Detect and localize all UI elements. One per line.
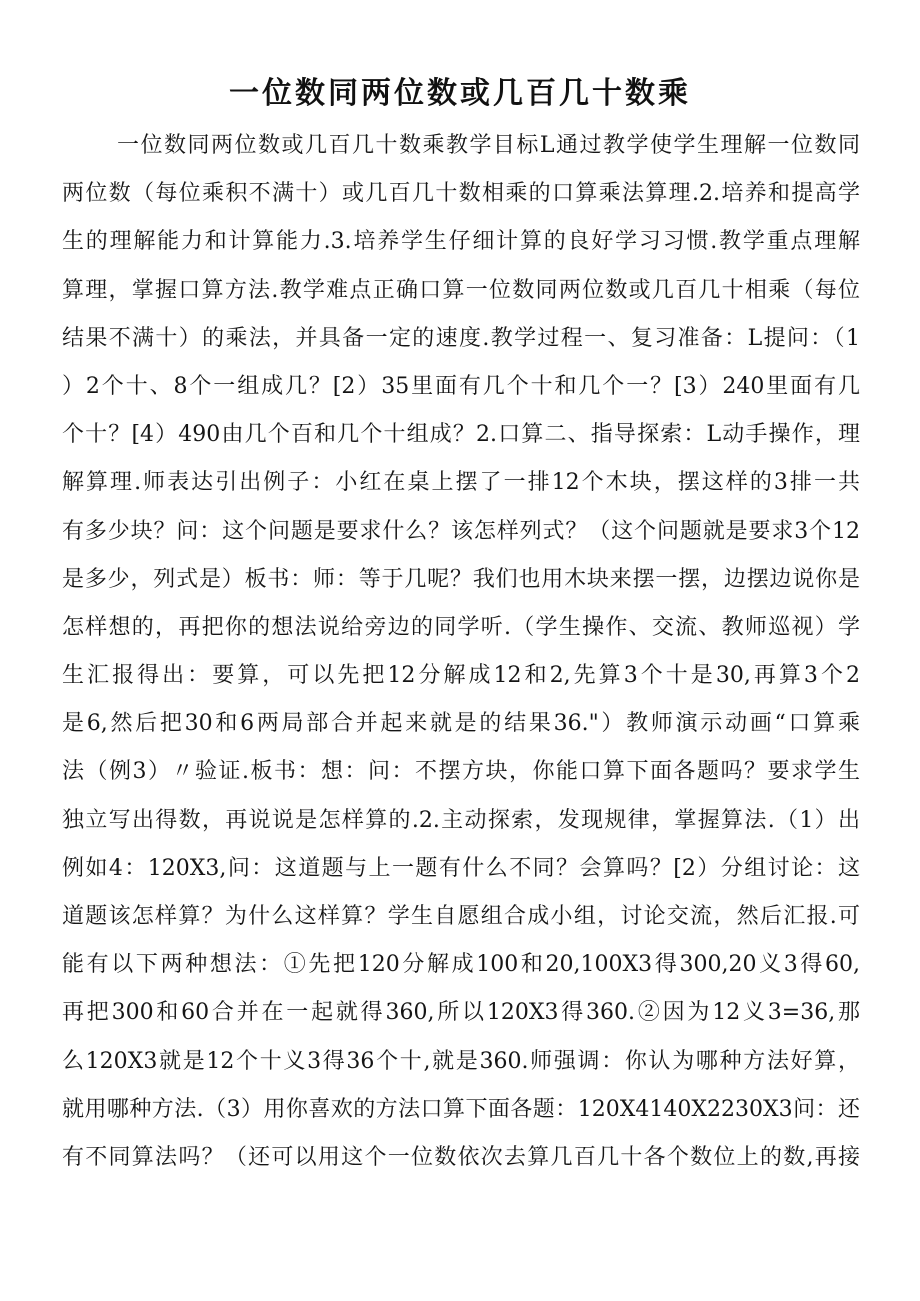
paragraph-line: 例如4：120X3,问：这道题与上一题有什么不同？会算吗？[2）分组讨论：这 bbox=[62, 855, 860, 881]
paragraph-line: 道题该怎样算？为什么这样算？学生自愿组合成小组，讨论交流，然后汇报.可 bbox=[62, 904, 860, 929]
paragraph-line: 再把300和60合并在一起就得360,所以120X3得360.②因为12义3=36,那 bbox=[62, 1000, 860, 1026]
paragraph-line: 是6,然后把30和6两局部合并起来就是的结果36."）教师演示动画“口算乘 bbox=[62, 711, 860, 737]
paragraph-line: 就用哪种方法.（3）用你喜欢的方法口算下面各题：120X4140X2230X3问：还 bbox=[62, 1096, 860, 1122]
paragraph-line: 是多少，列式是）板书：师：等于几呢？我们也用木块来摆一摆，边摆边说你是 bbox=[62, 566, 860, 592]
paragraph-line: 两位数（每位乘积不满十）或几百几十数相乘的口算乘法算理.2.培养和提高学 bbox=[62, 181, 860, 207]
paragraph-line: 独立写出得数，再说说是怎样算的.2.主动探索，发现规律，掌握算法.（1）出 bbox=[62, 807, 860, 833]
document-title: 一位数同两位数或几百几十数乘 bbox=[229, 76, 691, 111]
paragraph-line: 法（例3）〃验证.板书：想：问：不摆方块，你能口算下面各题吗？要求学生 bbox=[62, 759, 860, 785]
paragraph-line: 么120X3就是12个十义3得36个十,就是360.师强调：你认为哪种方法好算， bbox=[62, 1048, 860, 1074]
paragraph-line: 个十？[4）490由几个百和几个十组成？2.口算二、指导探索：L动手操作，理 bbox=[62, 422, 860, 448]
paragraph-line: 怎样想的，再把你的想法说给旁边的同学听.（学生操作、交流、教师巡视）学 bbox=[62, 614, 860, 640]
paragraph-line: 解算理.师表达引出例子：小红在桌上摆了一排12个木块，摆这样的3排一共 bbox=[62, 470, 860, 496]
paragraph-line: 生汇报得出：要算，可以先把12分解成12和2,先算3个十是30,再算3个2 bbox=[62, 663, 860, 689]
paragraph-line: 算理，掌握口算方法.教学难点正确口算一位数同两位数或几百几十相乘（每位 bbox=[62, 277, 860, 303]
paragraph-line: 一位数同两位数或几百几十数乘教学目标L通过教学使学生理解一位数同 bbox=[117, 133, 860, 158]
paragraph-line: ）2个十、8个一组成几？[2）35里面有几个十和几个一？[3）240里面有几 bbox=[62, 373, 860, 399]
paragraph-line: 结果不满十）的乘法，并具备一定的速度.教学过程一、复习准备：L提问：（1 bbox=[62, 325, 860, 351]
paragraph-line: 能有以下两种想法：①先把120分解成100和20,100X3得300,20义3得60, bbox=[62, 952, 860, 978]
paragraph-line: 有多少块？问：这个问题是要求什么？该怎样列式？（这个问题就是要求3个12 bbox=[62, 518, 860, 544]
paragraph-line: 生的理解能力和计算能力.3.培养学生仔细计算的良好学习习惯.教学重点理解 bbox=[62, 229, 860, 255]
document-body bbox=[62, 122, 860, 1182]
paragraph-line: 有不同算法吗？（还可以用这个一位数依次去算几百几十各个数位上的数,再接 bbox=[62, 1144, 860, 1170]
